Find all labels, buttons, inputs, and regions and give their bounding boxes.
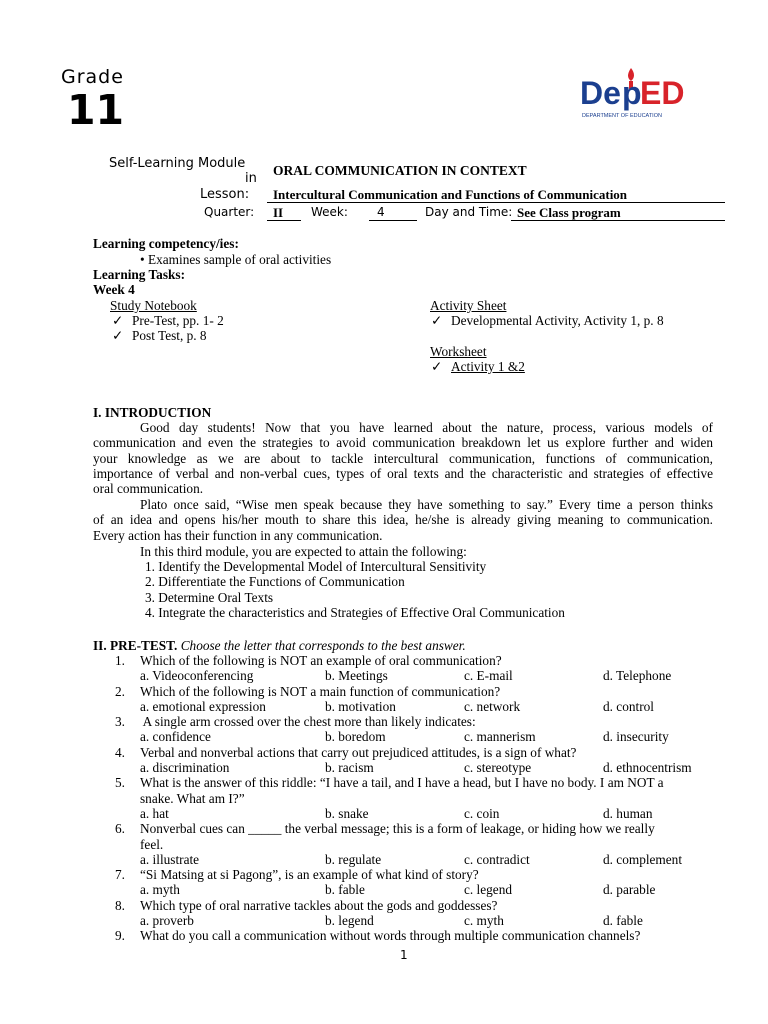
page-number: 1: [400, 948, 408, 962]
quarter-label: Quarter:: [204, 205, 255, 219]
competency-heading: Learning competency/ies:: [93, 236, 239, 251]
answer-choice[interactable]: d. insecurity: [603, 729, 669, 745]
answer-choice[interactable]: b. fable: [325, 882, 365, 898]
check-icon: ✓: [112, 313, 124, 328]
quarter-value: II: [273, 205, 284, 220]
objective-item: 1. Identify the Developmental Model of Intercultural Sensitivity: [145, 559, 487, 574]
question-number: 1.: [115, 653, 125, 668]
module-label: Self-Learning Module: [109, 156, 246, 171]
check-icon: ✓: [431, 313, 443, 328]
question-text: Nonverbal cues can _____ the verbal message; this is a form of leakage, or hiding how we really: [140, 821, 655, 837]
intro-paragraph-1: Good day students! Now that you have learned about the nature, process, various models of communication and even the strategies to avoid communication breakdown let us explore further and widen your knowledge as we are about to tackle intercultural communication, functions of communication, importance of verbal and non-verbal cues, types of oral texts and the characteristic and strategies of effective oral communication.: [93, 420, 713, 497]
answer-choice[interactable]: b. legend: [325, 913, 374, 929]
question-text: Which of the following is NOT an example of oral communication?: [140, 653, 502, 668]
pretest-heading: II. PRE-TEST.: [93, 638, 178, 653]
question-number: 6.: [115, 821, 125, 837]
answer-choice[interactable]: a. proverb: [140, 913, 194, 929]
svg-text:ED: ED: [640, 75, 685, 111]
pretest-instruction: Choose the letter that corresponds to the best answer.: [180, 638, 466, 653]
answer-choice[interactable]: c. coin: [464, 805, 500, 821]
worksheet-item: ✓ Activity 1 &2: [431, 359, 525, 374]
lesson-value: Intercultural Communication and Functions of Communication: [273, 187, 628, 202]
objectives-list: [145, 559, 565, 620]
week-value: 4: [377, 205, 385, 219]
question-number: 7.: [115, 867, 125, 883]
svg-text:De: De: [580, 75, 621, 111]
grade-number: 11: [67, 86, 125, 134]
question-number: 9.: [115, 928, 125, 944]
check-icon: ✓: [112, 328, 124, 343]
pretest-heading-line: [93, 638, 466, 653]
question-number: 3.: [115, 714, 125, 730]
answer-choice[interactable]: d. human: [603, 805, 653, 821]
question-item: [93, 867, 713, 898]
notebook-item: ✓ Pre-Test, pp. 1- 2: [112, 313, 224, 328]
week-label: Week:: [311, 205, 348, 219]
daytime-value: See Class program: [517, 205, 621, 220]
answer-choice[interactable]: d. ethnocentrism: [603, 760, 692, 776]
grade-label: Grade: [61, 66, 124, 88]
notebook-item: ✓ Post Test, p. 8: [112, 328, 207, 343]
answer-choice[interactable]: d. parable: [603, 882, 656, 898]
answer-choice[interactable]: c. myth: [464, 913, 504, 929]
svg-text:DEPARTMENT OF EDUCATION: DEPARTMENT OF EDUCATION: [582, 113, 662, 119]
question-text: Verbal and nonverbal actions that carry out prejudiced attitudes, is a sign of what?: [140, 744, 577, 760]
question-item: [93, 684, 713, 715]
answer-choice[interactable]: c. legend: [464, 882, 512, 898]
notebook-title: Study Notebook: [110, 298, 197, 313]
answer-choice[interactable]: b. Meetings: [325, 668, 388, 684]
answer-choice[interactable]: a. discrimination: [140, 760, 230, 776]
question-text: Which of the following is NOT a main function of communication?: [140, 683, 501, 699]
answer-choice[interactable]: b. snake: [325, 805, 369, 821]
objective-item: 3. Determine Oral Texts: [145, 589, 274, 605]
question-number: 4.: [115, 744, 125, 760]
answer-choice[interactable]: b. boredom: [325, 729, 386, 745]
question-number: 2.: [115, 683, 125, 699]
question-item: [93, 775, 713, 821]
answer-choice[interactable]: c. network: [464, 698, 521, 714]
answer-choice[interactable]: c. mannerism: [464, 729, 536, 745]
question-item: [93, 653, 713, 684]
activity-title: Activity Sheet: [430, 298, 507, 313]
question-number: 8.: [115, 897, 125, 913]
question-list: [93, 653, 713, 944]
daytime-field: [511, 204, 725, 221]
introduction-heading: I. INTRODUCTION: [93, 405, 212, 420]
intro-paragraph-2: Plato once said, “Wise men speak because they have something to say.” Every time a person thinks of an idea and opens his/her mouth to share this idea, he/she is already giving meaning to communication. Every action has their function in any communication.: [93, 497, 713, 543]
check-icon: ✓: [431, 359, 443, 374]
answer-choice[interactable]: a. Videoconferencing: [140, 668, 254, 684]
answer-choice[interactable]: d. fable: [603, 913, 643, 929]
answer-choice[interactable]: a. emotional expression: [140, 698, 266, 714]
question-text: What is the answer of this riddle: “I have a tail, and I have a head, but I have no body. I am NOT a: [140, 775, 664, 791]
question-text: snake. What am I?”: [140, 790, 245, 806]
question-text: What do you call a communication without words through multiple communication channels?: [140, 928, 641, 944]
week-heading: Week 4: [93, 282, 135, 297]
answer-choice[interactable]: d. complement: [603, 851, 683, 867]
question-text: A single arm crossed over the chest more than likely indicates:: [140, 714, 476, 730]
question-text: “Si Matsing at si Pagong”, is an example of what kind of story?: [140, 867, 479, 883]
answer-choice[interactable]: a. myth: [140, 882, 180, 898]
answer-choice[interactable]: a. confidence: [140, 729, 211, 745]
question-item: [93, 898, 713, 929]
answer-choice[interactable]: a. hat: [140, 805, 169, 821]
quarter-field: [267, 204, 301, 221]
answer-choice[interactable]: b. motivation: [325, 698, 396, 714]
answer-choice[interactable]: c. stereotype: [464, 760, 532, 776]
answer-choice[interactable]: d. Telephone: [603, 668, 672, 684]
objective-item: 2. Differentiate the Functions of Communication: [145, 574, 405, 590]
question-number: 5.: [115, 775, 125, 791]
answer-choice[interactable]: c. contradict: [464, 851, 530, 867]
objective-item: 4. Integrate the characteristics and Strategies of Effective Oral Communication: [145, 604, 565, 620]
module-label-in: in: [245, 171, 257, 186]
activity-item: ✓ Developmental Activity, Activity 1, p. 8: [431, 313, 664, 328]
answer-choice[interactable]: a. illustrate: [140, 851, 200, 867]
lesson-field: [267, 186, 725, 203]
tasks-heading: Learning Tasks:: [93, 267, 186, 282]
question-item: [93, 821, 713, 867]
question-text: Which type of oral narrative tackles about the gods and goddesses?: [140, 897, 498, 913]
answer-choice[interactable]: b. racism: [325, 760, 374, 776]
question-item: [93, 745, 713, 776]
answer-choice[interactable]: c. E-mail: [464, 668, 513, 684]
question-item: [93, 714, 713, 745]
week-field: [369, 204, 417, 221]
answer-choice[interactable]: d. control: [603, 698, 654, 714]
worksheet-title: Worksheet: [430, 344, 487, 359]
subject-title: ORAL COMMUNICATION IN CONTEXT: [273, 163, 527, 178]
competency-item: • Examines sample of oral activities: [140, 252, 332, 267]
deped-logo: [578, 60, 703, 124]
answer-choice[interactable]: b. regulate: [325, 851, 382, 867]
intro-paragraph-3: In this third module, you are expected to attain the following:: [140, 544, 467, 559]
daytime-label: Day and Time:: [425, 205, 513, 219]
question-item: [93, 928, 713, 943]
question-text: feel.: [140, 836, 164, 852]
svg-text:p: p: [622, 75, 642, 111]
lesson-label: Lesson:: [200, 187, 250, 202]
